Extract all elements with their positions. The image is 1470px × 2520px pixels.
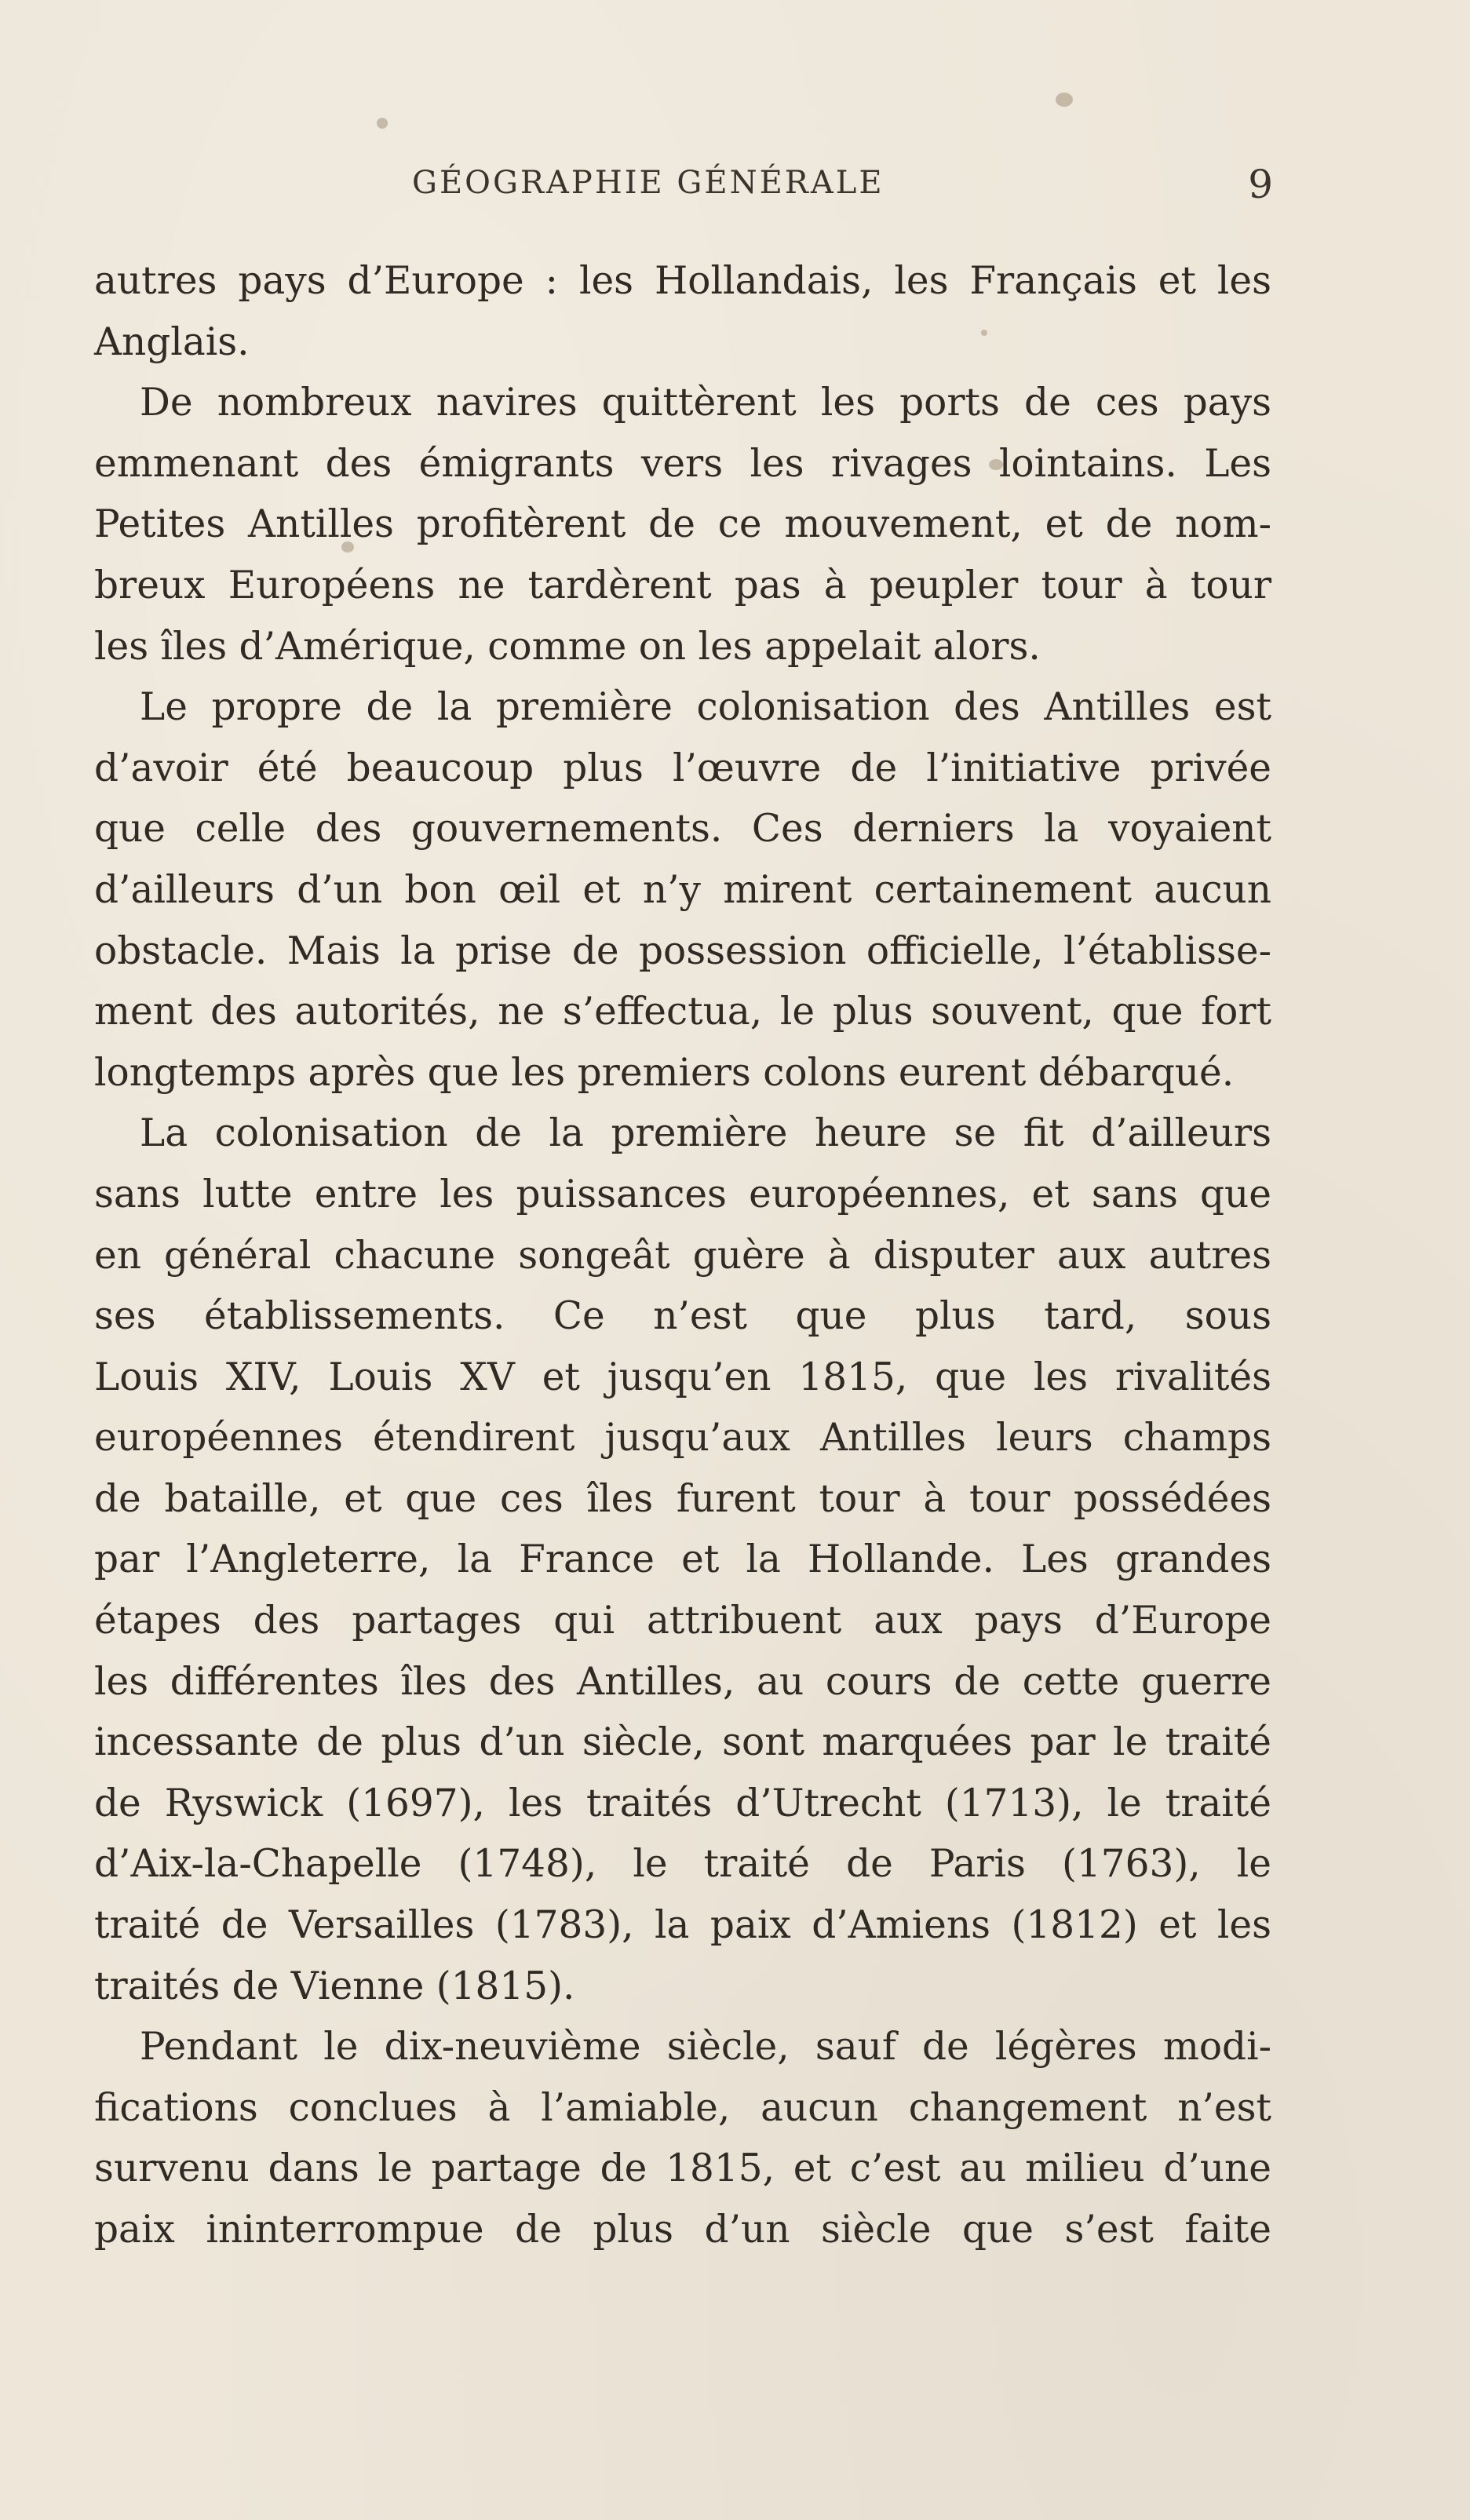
text-line: d’avoir été beaucoup plus l’œuvre de l’initiative privée <box>94 746 1271 790</box>
text-line: autres pays d’Europe : les Hollandais, les Français et les <box>94 259 1271 303</box>
text-line: breux Européens ne tardèrent pas à peupler tour à tour <box>94 563 1271 607</box>
text-line: longtemps après que les premiers colons eurent débarqué. <box>94 1050 1235 1095</box>
text-line: d’Aix-la-Chapelle (1748), le traité de Paris (1763), le <box>94 1842 1271 1887</box>
text-line: sans lutte entre les puissances européennes, et sans que <box>94 1172 1271 1216</box>
text-line: Louis XIV, Louis XV et jusqu’en 1815, que les rivalités <box>94 1355 1271 1399</box>
text-line: incessante de plus d’un siècle, sont marquées par le traité <box>94 1720 1271 1765</box>
text-line: emmenant des émigrants vers les rivages lointains. Les <box>94 441 1271 486</box>
text-line: obstacle. Mais la prise de possession officielle, l’établisse- <box>94 928 1271 973</box>
text-line: Pendant le dix-neuvième siècle, sauf de légères modi- <box>140 2025 1271 2070</box>
text-line: Le propre de la première colonisation des Antilles est <box>140 685 1271 730</box>
text-line: par l’Angleterre, la France et la Hollande. Les grandes <box>94 1537 1271 1582</box>
text-line: traité de Versailles (1783), la paix d’Amiens (1812) et les <box>94 1903 1271 1948</box>
text-line: De nombreux navires quittèrent les ports de ces pays <box>140 381 1271 425</box>
text-line: d’ailleurs d’un bon œil et n’y mirent certainement aucun <box>94 867 1271 912</box>
text-line: de Ryswick (1697), les traités d’Utrecht (1713), le traité <box>94 1781 1271 1825</box>
text-line: paix ininterrompue de plus d’un siècle que s’est faite <box>94 2208 1271 2252</box>
running-title: GÉOGRAPHIE GÉNÉRALE <box>412 165 885 201</box>
text-line: ment des autorités, ne s’effectua, le plus souvent, que fort <box>94 990 1271 1034</box>
text-line: que celle des gouvernements. Ces derniers la voyaient <box>94 807 1271 852</box>
text-line: La colonisation de la première heure se fit d’ailleurs <box>140 1111 1271 1156</box>
text-line: traités de Vienne (1815). <box>94 1964 575 2008</box>
paper-speck <box>377 118 388 129</box>
paper-speck <box>1056 93 1073 107</box>
text-line: fications conclues à l’amiable, aucun changement n’est <box>94 2085 1271 2130</box>
text-line: Anglais. <box>94 319 250 364</box>
page-header <box>94 162 1273 212</box>
page-number: 9 <box>1248 162 1273 207</box>
text-line: ses établissements. Ce n’est que plus tard, sous <box>94 1294 1271 1339</box>
text-line: européennes étendirent jusqu’aux Antilles leurs champs <box>94 1416 1271 1461</box>
text-line: les îles d’Amérique, comme on les appelait alors. <box>94 624 1041 669</box>
body-text <box>94 251 1271 2261</box>
text-line: étapes des partages qui attribuent aux pays d’Europe <box>94 1599 1271 1643</box>
text-line: en général chacune songeât guère à disputer aux autres <box>94 1233 1271 1278</box>
text-line: les différentes îles des Antilles, au cours de cette guerre <box>94 1659 1271 1704</box>
text-line: Petites Antilles profitèrent de ce mouvement, et de nom- <box>94 502 1271 547</box>
text-line: de bataille, et que ces îles furent tour à tour possédées <box>94 1476 1271 1521</box>
text-line: survenu dans le partage de 1815, et c’est au milieu d’une <box>94 2146 1271 2191</box>
